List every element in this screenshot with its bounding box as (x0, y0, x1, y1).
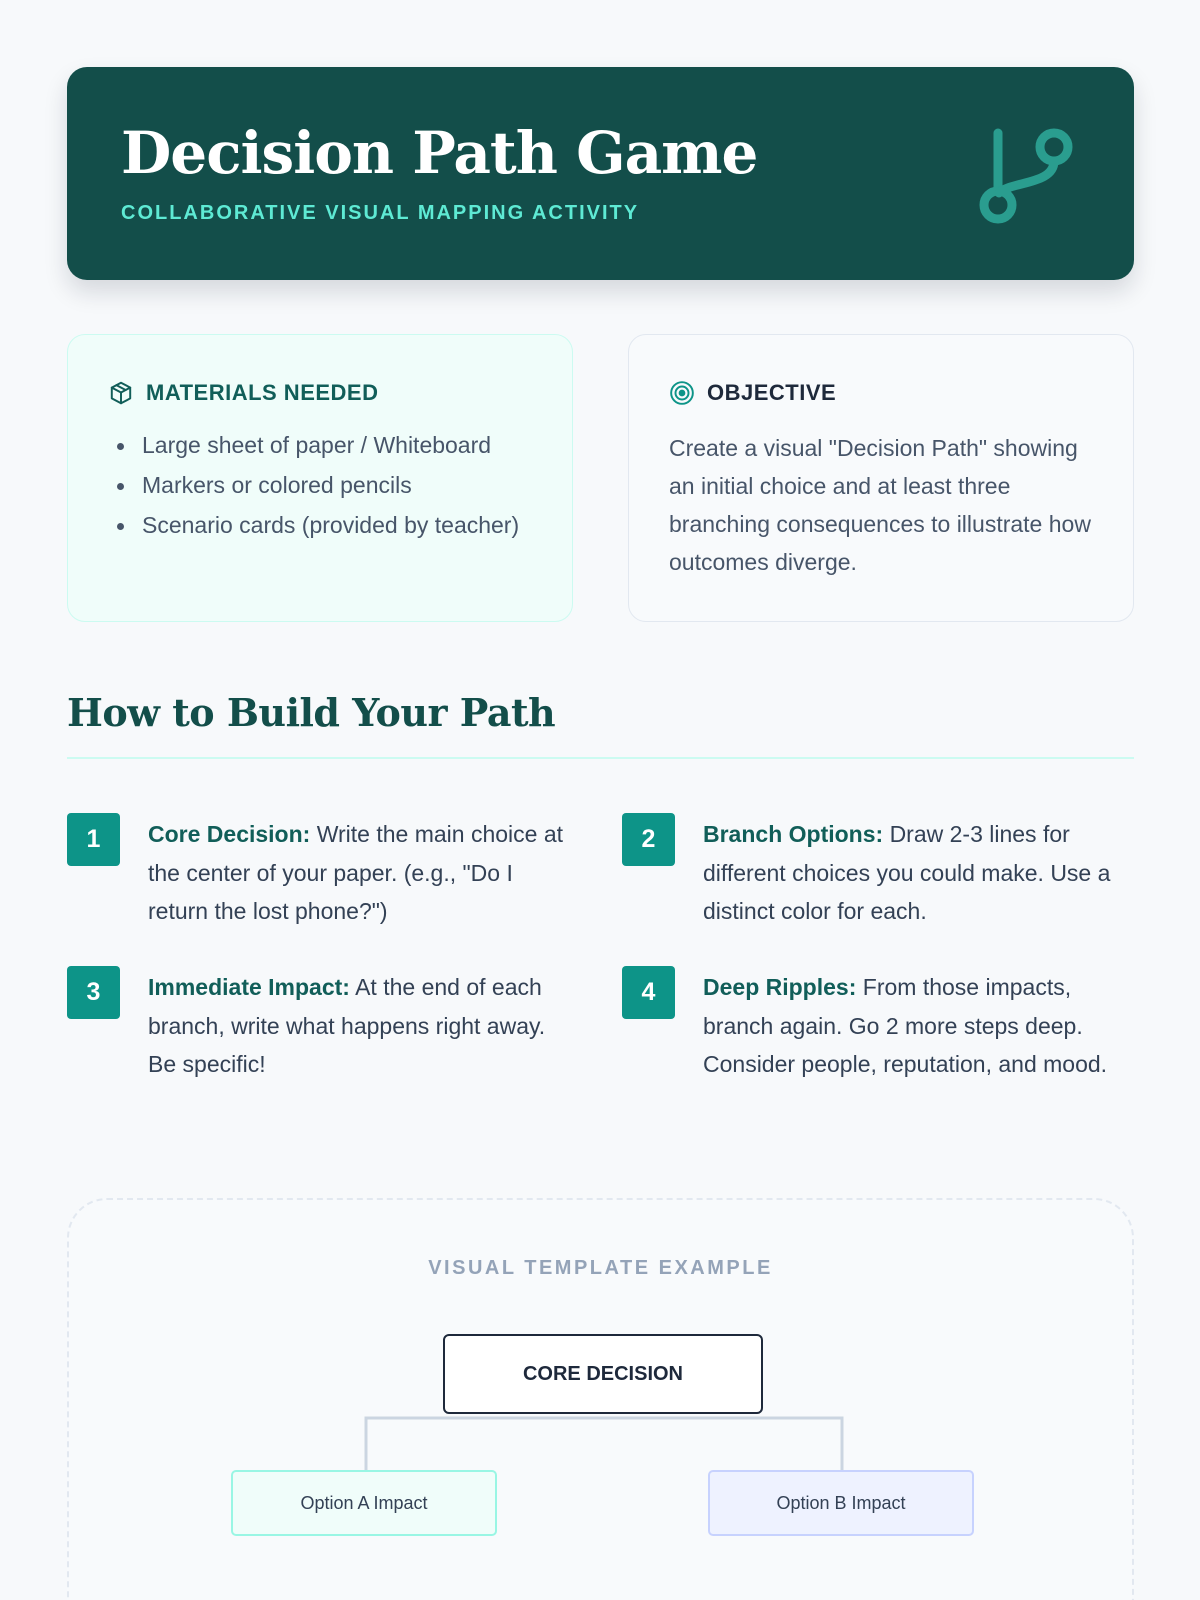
core-decision-node: CORE DECISION (443, 1334, 763, 1414)
step-description: From those impacts, branch again. Go 2 more steps deep. Consider people, reputation, and mood. (703, 974, 1108, 1077)
git-branch-icon (977, 119, 1087, 229)
package-icon (108, 380, 134, 406)
step-label: Deep Ripples: (703, 974, 857, 1000)
template-title: VISUAL TEMPLATE EXAMPLE (428, 1257, 773, 1279)
step-number-badge: 4 (622, 966, 675, 1019)
page-subtitle: COLLABORATIVE VISUAL MAPPING ACTIVITY (121, 202, 640, 224)
objective-header (669, 379, 1093, 407)
materials-header (108, 379, 532, 407)
page-title: Decision Path Game (121, 119, 758, 187)
objective-card (628, 334, 1134, 622)
materials-list (108, 429, 532, 542)
option-a-node: Option A Impact (231, 1470, 497, 1536)
step-label: Branch Options: (703, 821, 884, 847)
step-description: Write the main choice at the center of your paper. (e.g., "Do I return the lost phone?") (148, 821, 564, 924)
step-description: At the end of each branch, write what happens right away. Be specific! (148, 974, 546, 1077)
materials-title: MATERIALS NEEDED (146, 380, 379, 405)
step-text (703, 815, 1133, 931)
list-item: Markers or colored pencils (142, 469, 532, 502)
step-text (148, 968, 578, 1084)
section-divider (67, 757, 1134, 759)
section-title: How to Build Your Path (67, 690, 556, 735)
step-label: Core Decision: (148, 821, 311, 847)
step-number-badge: 1 (67, 813, 120, 866)
objective-title: OBJECTIVE (707, 380, 837, 405)
target-icon (669, 380, 695, 406)
step-description: Draw 2-3 lines for different choices you could make. Use a distinct color for each. (703, 821, 1111, 924)
step-number-badge: 3 (67, 966, 120, 1019)
list-item: Large sheet of paper / Whiteboard (142, 429, 532, 462)
step-text (148, 815, 578, 931)
header-banner (67, 67, 1134, 280)
option-b-node: Option B Impact (708, 1470, 974, 1536)
visual-template-example (67, 1198, 1134, 1600)
materials-card (67, 334, 573, 622)
step-label: Immediate Impact: (148, 974, 350, 1000)
step-text (703, 968, 1133, 1084)
list-item: Scenario cards (provided by teacher) (142, 509, 532, 542)
objective-text: Create a visual "Decision Path" showing an initial choice and at least three branching consequences to illustrate how outcomes diverge. (669, 435, 1091, 575)
step-number-badge: 2 (622, 813, 675, 866)
